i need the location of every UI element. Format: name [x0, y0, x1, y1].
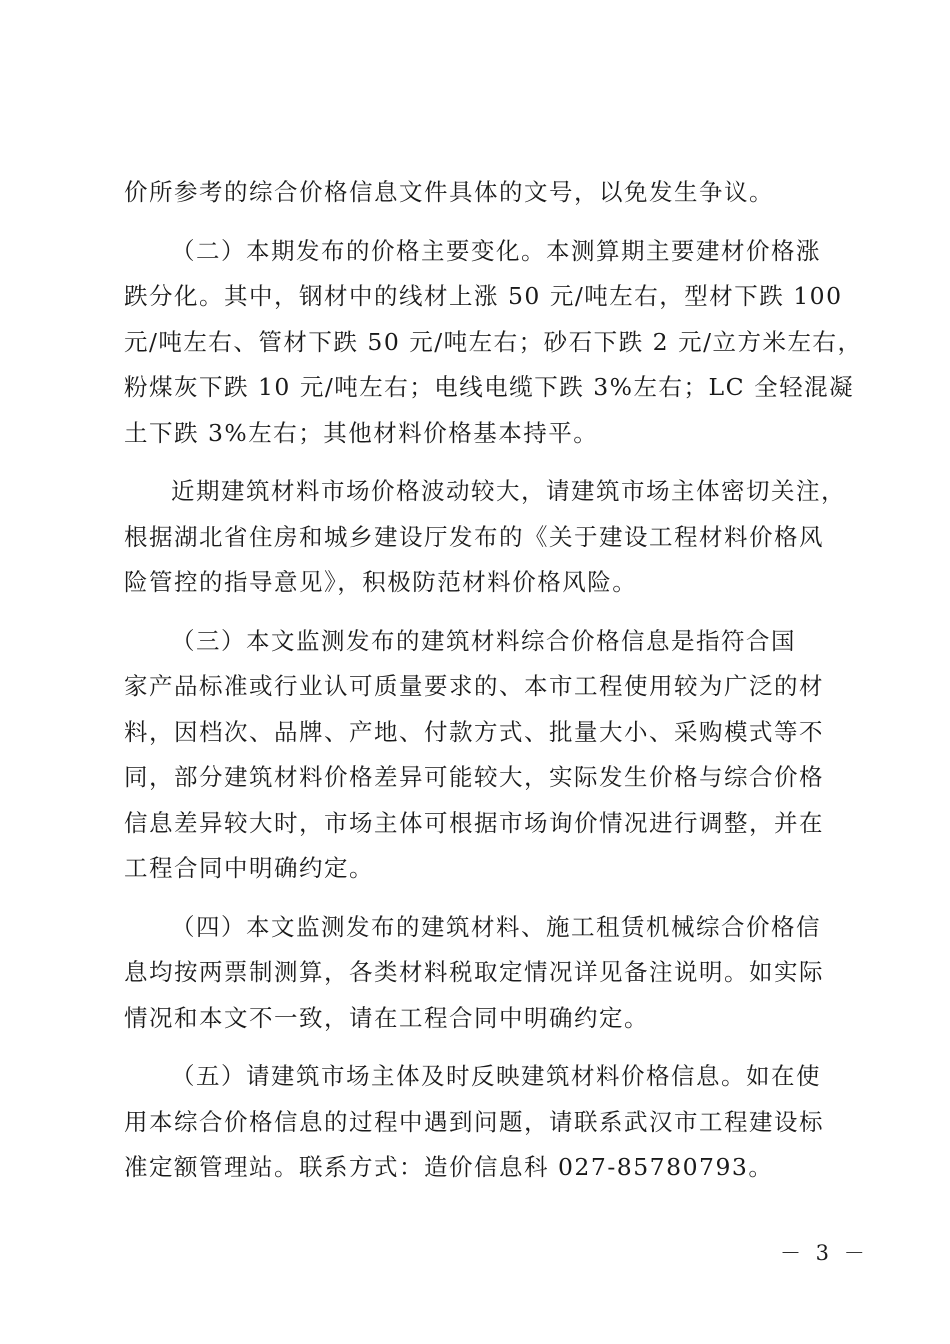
text-line: （三）本文监测发布的建筑材料综合价格信息是指符合国 [171, 626, 796, 655]
paragraph-tax-calculation [124, 905, 834, 1042]
text-line: （二）本期发布的价格主要变化。本测算期主要建材价格涨 [171, 236, 821, 265]
paragraph-price-changes [124, 229, 863, 457]
text-line: 同，部分建筑材料价格差异可能较大，实际发生价格与综合价格 [124, 763, 824, 791]
text-line: （四）本文监测发布的建筑材料、施工租赁机械综合价格信 [171, 912, 821, 941]
document-body [124, 170, 863, 1204]
text-line: 准定额管理站。联系方式：造价信息科 027-85780793。 [124, 1153, 774, 1181]
text-line: 根据湖北省住房和城乡建设厅发布的《关于建设工程材料价格风 [124, 522, 824, 551]
text-line: 险管控的指导意见》，积极防范材料价格风险。 [124, 568, 638, 596]
text-line: 价所参考的综合价格信息文件具体的文号，以免发生争议。 [124, 178, 774, 206]
paragraph-contact-info [124, 1054, 834, 1191]
text-line: 情况和本文不一致，请在工程合同中明确约定。 [124, 1003, 649, 1032]
text-line: 家产品标准或行业认可质量要求的、本市工程使用较为广泛的材 [124, 672, 824, 700]
text-line: 粉煤灰下跌 10 元/吨左右；电线电缆下跌 3%左右；LC 全轻混凝 [124, 373, 855, 401]
page-number: － 3 － [780, 1241, 869, 1265]
text-line: 跌分化。其中，钢材中的线材上涨 50 元/吨左右，型材下跌 100 [124, 282, 843, 310]
paragraph-reference-note [124, 170, 834, 216]
text-line: 近期建筑材料市场价格波动较大，请建筑市场主体密切关注， [171, 477, 846, 505]
text-line: 用本综合价格信息的过程中遇到问题，请联系武汉市工程建设标 [124, 1107, 824, 1136]
paragraph-market-volatility [124, 469, 846, 606]
text-line: 息均按两票制测算，各类材料税取定情况详见备注说明。如实际 [124, 958, 824, 986]
text-line: （五）请建筑市场主体及时反映建筑材料价格信息。如在使 [171, 1062, 821, 1090]
text-line: 土下跌 3%左右；其他材料价格基本持平。 [124, 418, 599, 447]
text-line: 元/吨左右、管材下跌 50 元/吨左右；砂石下跌 2 元/立方米左右， [124, 327, 863, 356]
text-line: 料，因档次、品牌、产地、付款方式、批量大小、采购模式等不 [124, 717, 824, 746]
text-line: 工程合同中明确约定。 [124, 854, 374, 882]
text-line: 信息差异较大时，市场主体可根据市场询价情况进行调整，并在 [124, 808, 824, 837]
paragraph-material-standards [124, 619, 834, 892]
